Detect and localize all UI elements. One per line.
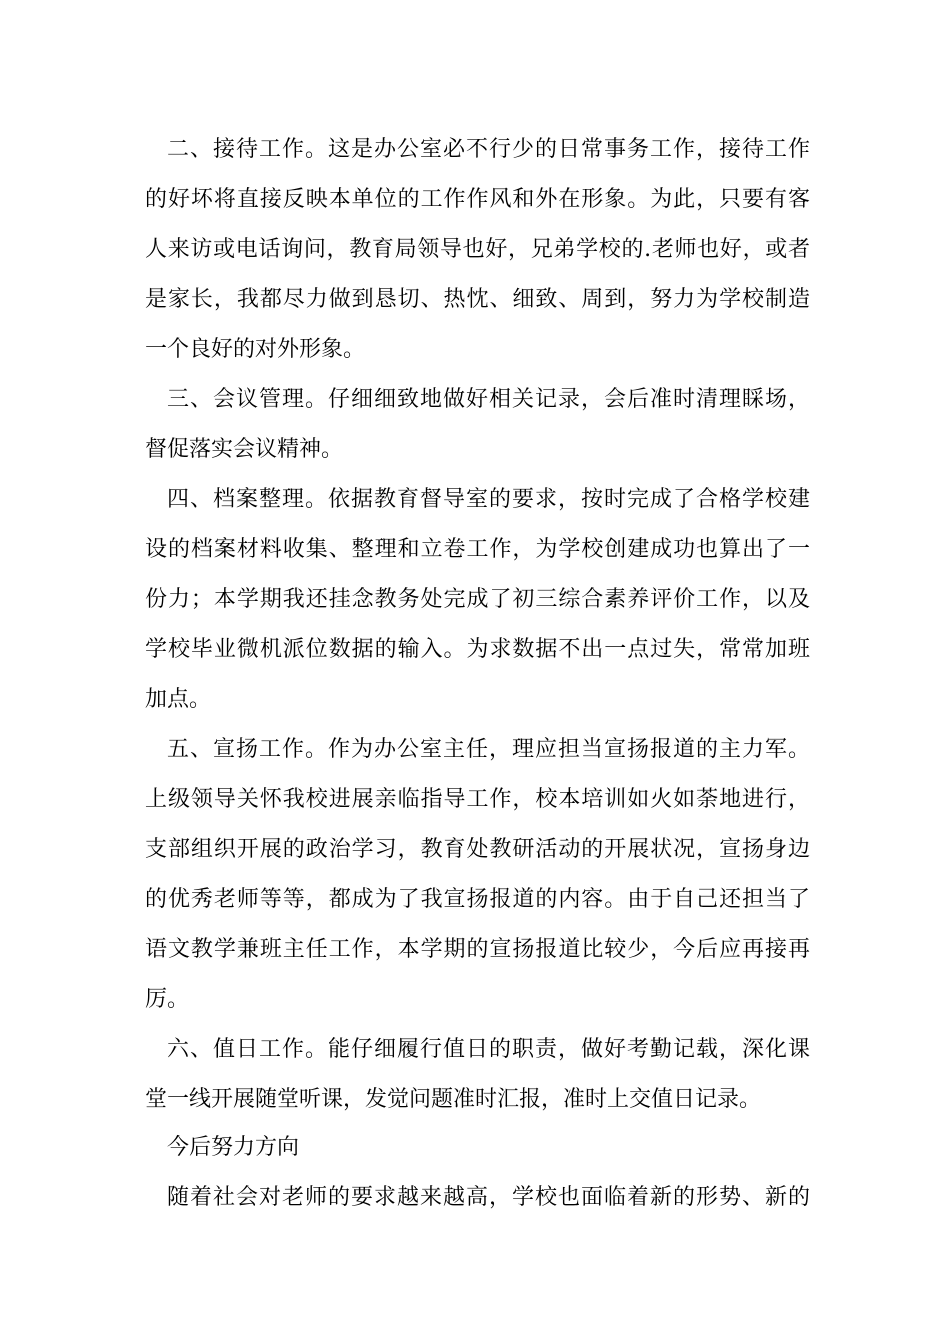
paragraph-reception-line-2: 的好坏将直接反映本单位的工作作风和外在形象。为此，只要有客 — [145, 187, 810, 212]
paragraph-archive-line-1: 四、档案整理。依据教育督导室的要求，按时完成了合格学校建 — [167, 487, 810, 512]
paragraph-future-line-1: 随着社会对老师的要求越来越高，学校也面临着新的形势、新的 — [167, 1185, 810, 1210]
paragraph-publicity-line-6: 厉。 — [145, 987, 190, 1012]
paragraph-publicity-line-5: 语文教学兼班主任工作，本学期的宣扬报道比较少，今后应再接再 — [145, 937, 810, 962]
paragraph-archive-line-4: 学校毕业微机派位数据的输入。为求数据不出一点过失，常常加班 — [145, 637, 810, 662]
paragraph-archive-line-2: 设的档案材料收集、整理和立卷工作，为学校创建成功也算出了一 — [145, 537, 810, 562]
paragraph-archive-line-5: 加点。 — [145, 687, 212, 712]
paragraph-meeting-line-2: 督促落实会议精神。 — [145, 437, 344, 462]
paragraph-duty-line-2: 堂一线开展随堂听课，发觉问题准时汇报，准时上交值日记录。 — [145, 1087, 762, 1112]
paragraph-publicity-line-4: 的优秀老师等等，都成为了我宣扬报道的内容。由于自己还担当了 — [145, 887, 810, 912]
paragraph-duty-line-1: 六、值日工作。能仔细履行值日的职责，做好考勤记载，深化课 — [167, 1037, 810, 1062]
section-heading-future-direction: 今后努力方向 — [167, 1135, 300, 1160]
paragraph-reception-line-1: 二、接待工作。这是办公室必不行少的日常事务工作，接待工作 — [167, 137, 810, 162]
paragraph-publicity-line-3: 支部组织开展的政治学习，教育处教研活动的开展状况，宣扬身边 — [145, 837, 810, 862]
paragraph-reception-line-5: 一个良好的对外形象。 — [145, 337, 366, 362]
paragraph-meeting-line-1: 三、会议管理。仔细细致地做好相关记录，会后准时清理睬场， — [167, 387, 810, 412]
paragraph-reception-line-4: 是家长，我都尽力做到恳切、热忱、细致、周到，努力为学校制造 — [145, 287, 810, 312]
paragraph-publicity-line-2: 上级领导关怀我校进展亲临指导工作，校本培训如火如荼地进行， — [145, 787, 810, 812]
paragraph-publicity-line-1: 五、宣扬工作。作为办公室主任，理应担当宣扬报道的主力军。 — [167, 737, 810, 762]
paragraph-archive-line-3: 份力；本学期我还挂念教务处完成了初三综合素养评价工作，以及 — [145, 587, 810, 612]
paragraph-reception-line-3: 人来访或电话询问，教育局领导也好，兄弟学校的.老师也好，或者 — [145, 237, 810, 262]
